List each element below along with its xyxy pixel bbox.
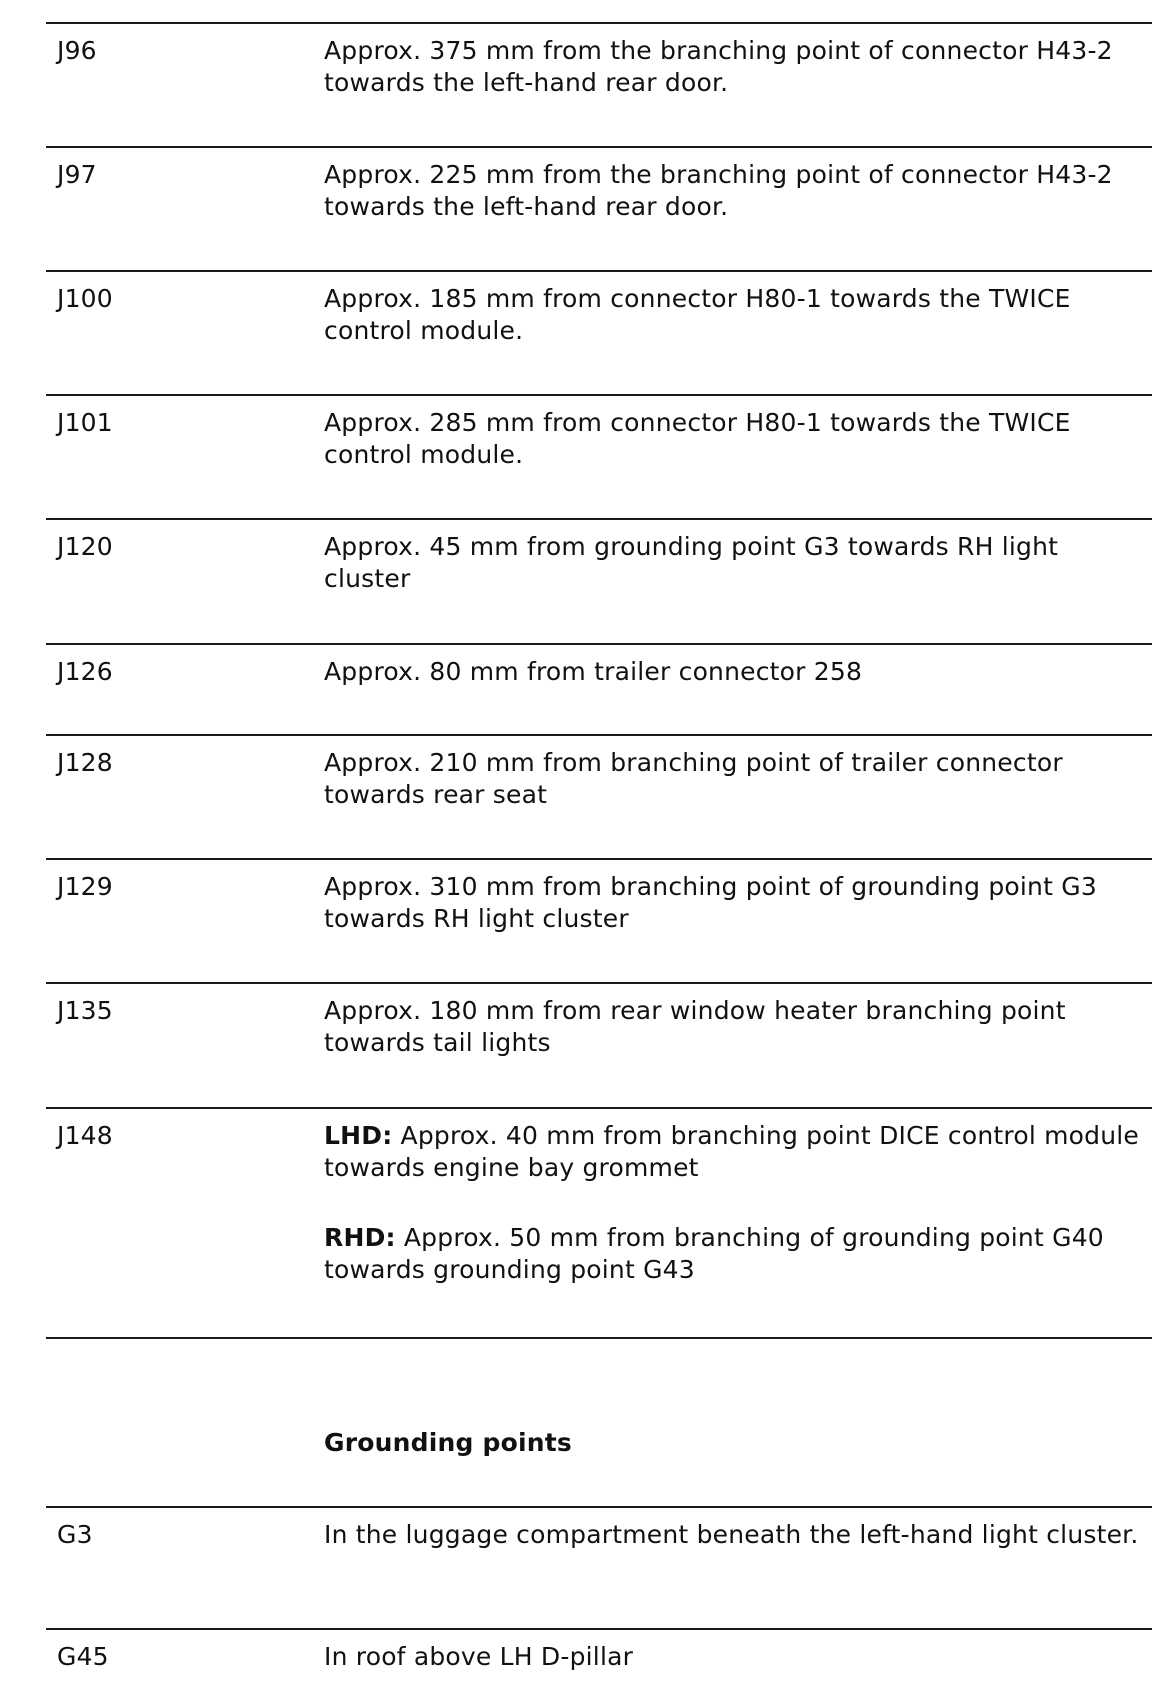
junction-code: J97 <box>57 160 97 189</box>
junction-code: J129 <box>57 872 113 901</box>
row-divider <box>46 270 1152 272</box>
junction-description: Approx. 80 mm from trailer connector 258 <box>324 657 863 686</box>
rhd-note <box>324 1222 1152 1286</box>
lhd-note <box>324 1120 1152 1184</box>
grounding-description: In the luggage compartment beneath the left-hand light cluster. <box>324 1520 1139 1549</box>
lhd-text: Approx. 40 mm from branching point DICE control module towards engine bay grommet <box>324 1121 1140 1182</box>
row-divider <box>46 982 1152 984</box>
row-divider <box>46 146 1152 148</box>
junction-description: Approx. 285 mm from connector H80-1 towards the TWICE control module. <box>324 408 1071 469</box>
junction-code: J96 <box>57 36 97 65</box>
row-divider <box>46 734 1152 736</box>
grounding-code: G45 <box>57 1642 109 1671</box>
junction-description: Approx. 210 mm from branching point of trailer connector towards rear seat <box>324 748 1063 809</box>
row-divider <box>46 643 1152 645</box>
junction-description <box>324 1120 1152 1286</box>
row-divider <box>46 858 1152 860</box>
row-divider <box>46 1107 1152 1109</box>
junction-description: Approx. 310 mm from branching point of grounding point G3 towards RH light cluster <box>324 872 1097 933</box>
junction-description: Approx. 180 mm from rear window heater branching point towards tail lights <box>324 996 1066 1057</box>
grounding-description: In roof above LH D-pillar <box>324 1642 634 1671</box>
junction-description: Approx. 45 mm from grounding point G3 towards RH light cluster <box>324 532 1059 593</box>
junction-description: Approx. 225 mm from the branching point of connector H43-2 towards the left-hand rear door. <box>324 160 1113 221</box>
junction-code: J128 <box>57 748 113 777</box>
row-divider <box>46 1628 1152 1630</box>
junction-code: J126 <box>57 657 113 686</box>
junction-code: J148 <box>57 1121 113 1150</box>
rhd-text: Approx. 50 mm from branching of grounding point G40 towards grounding point G43 <box>324 1223 1104 1284</box>
junction-code: J135 <box>57 996 113 1025</box>
junction-description: Approx. 185 mm from connector H80-1 towards the TWICE control module. <box>324 284 1071 345</box>
junction-code: J100 <box>57 284 113 313</box>
junction-code: J101 <box>57 408 113 437</box>
table-bottom-divider <box>46 1337 1152 1339</box>
lhd-label: LHD: <box>324 1121 393 1150</box>
row-divider <box>46 394 1152 396</box>
junction-description: Approx. 375 mm from the branching point of connector H43-2 towards the left-hand rear door. <box>324 36 1113 97</box>
junction-code: J120 <box>57 532 113 561</box>
rhd-label: RHD: <box>324 1223 396 1252</box>
row-divider <box>46 518 1152 520</box>
row-divider <box>46 22 1152 24</box>
grounding-code: G3 <box>57 1520 93 1549</box>
section-heading: Grounding points <box>324 1428 572 1457</box>
row-divider <box>46 1506 1152 1508</box>
